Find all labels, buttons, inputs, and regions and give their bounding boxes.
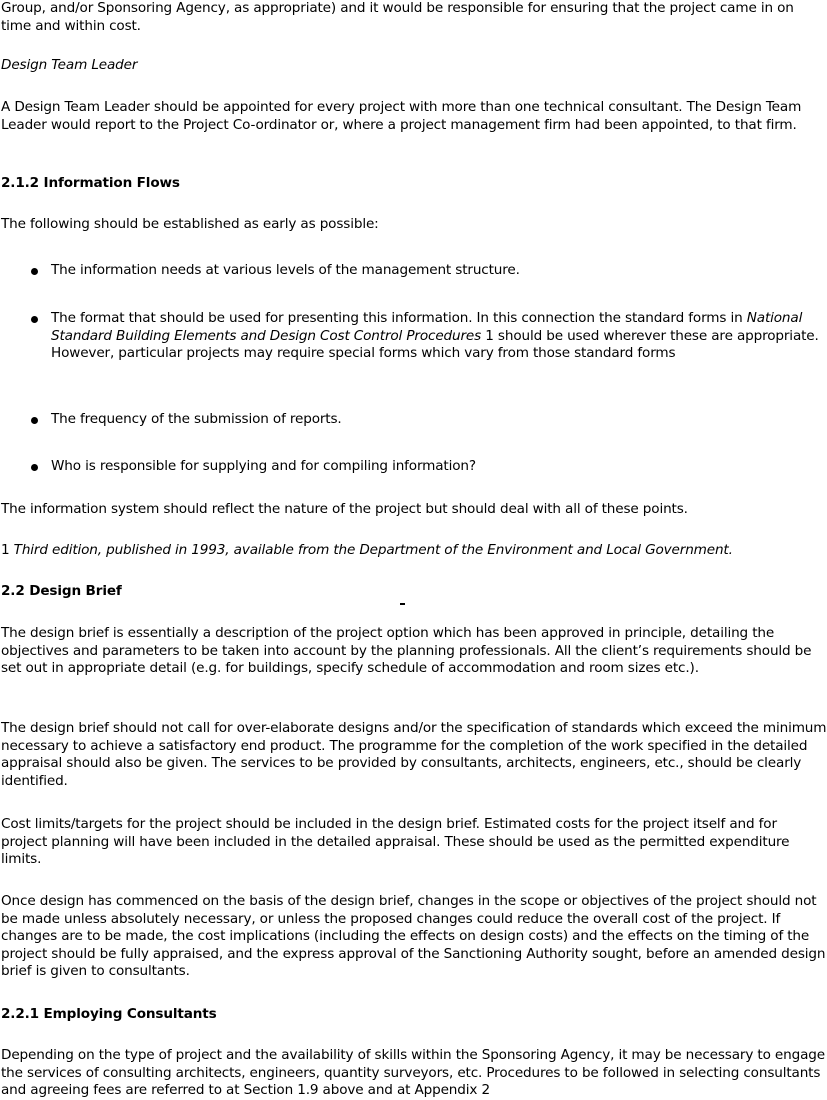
footnote-text: Third edition, published in 1993, available from the Department of the Environment and Local Government.	[9, 542, 733, 558]
bullet-icon	[31, 464, 38, 471]
section-2-2-1-heading: 2.2.1 Employing Consultants	[1, 1006, 217, 1022]
list-item	[31, 411, 827, 429]
design-brief-paragraph: The design brief should not call for over-elaborate designs and/or the specification of standards which exceed the minimum necessary to achieve a satisfactory end product. The programme for the completion of the work specified in the detailed appraisal should also be given. The services to be provided by consultants, architects, engineers, etc., should be clearly identified.	[1, 720, 827, 789]
intro-continuation-paragraph: Group, and/or Sponsoring Agency, as appropriate) and it would be responsible for ensuring that the project came in on time and within cost.	[1, 0, 794, 34]
bullet-icon	[31, 417, 38, 424]
design-brief-paragraph: The design brief is essentially a description of the project option which has been approved in principle, detailing the objectives and parameters to be taken into account by the planning professionals. All the client’s requirements should be set out in appropriate detail (e.g. for buildings, specify schedule of accommodation and room sizes etc.).	[1, 625, 812, 676]
bullet-icon	[31, 268, 38, 275]
list-item-text: The frequency of the submission of reports.	[51, 411, 342, 427]
design-team-leader-subheading: Design Team Leader	[1, 57, 138, 73]
publication-title: National Standard Building Elements and Design Cost Control Procedures	[51, 310, 803, 344]
information-flows-closing: The information system should reflect the nature of the project but should deal with all of these points.	[1, 501, 688, 517]
list-item	[31, 310, 827, 363]
list-item-text: The information needs at various levels of the management structure.	[51, 262, 520, 278]
bullet-icon	[31, 316, 38, 323]
footnote	[1, 542, 827, 560]
list-item-text: Who is responsible for supplying and for compiling information?	[51, 458, 476, 474]
list-item	[31, 458, 827, 476]
information-flows-intro: The following should be established as early as possible:	[1, 216, 379, 232]
list-item-text: The format that should be used for presenting this information. In this connection the standard forms in National Standard Building Elements and Design Cost Control Procedures 1 should be used wherever these are appropriate. However, particular projects may require special forms which vary from those standard forms	[51, 310, 819, 361]
section-2-1-2-heading: 2.1.2 Information Flows	[1, 175, 180, 191]
design-team-leader-paragraph: A Design Team Leader should be appointed for every project with more than one technical consultant. The Design Team Leader would report to the Project Co-ordinator or, where a project management firm had been appointed, to that firm.	[1, 99, 802, 133]
employing-consultants-paragraph: Depending on the type of project and the availability of skills within the Sponsoring Agency, it may be necessary to engage the services of consulting architects, engineers, quantity surveyors, etc. Procedures to be followed in selecting consultants and agreeing fees are referred to at Section 1.9 above and at Appendix 2	[1, 1047, 825, 1098]
stray-mark	[400, 603, 405, 605]
footnote-number: 1	[1, 542, 10, 558]
design-brief-paragraph: Once design has commenced on the basis of the design brief, changes in the scope or objectives of the project should not be made unless absolutely necessary, or unless the proposed changes could reduce the overall cost of the project. If changes are to be made, the cost implications (including the effects on design costs) and the effects on the timing of the project should be fully appraised, and the express approval of the Sanctioning Authority sought, before an amended design brief is given to consultants.	[1, 893, 826, 979]
design-brief-paragraph: Cost limits/targets for the project should be included in the design brief. Estimated costs for the project itself and for project planning will have been included in the detailed appraisal. These should be used as the permitted expenditure limits.	[1, 816, 790, 867]
list-item	[31, 262, 827, 280]
section-2-2-heading: 2.2 Design Brief	[1, 583, 122, 599]
